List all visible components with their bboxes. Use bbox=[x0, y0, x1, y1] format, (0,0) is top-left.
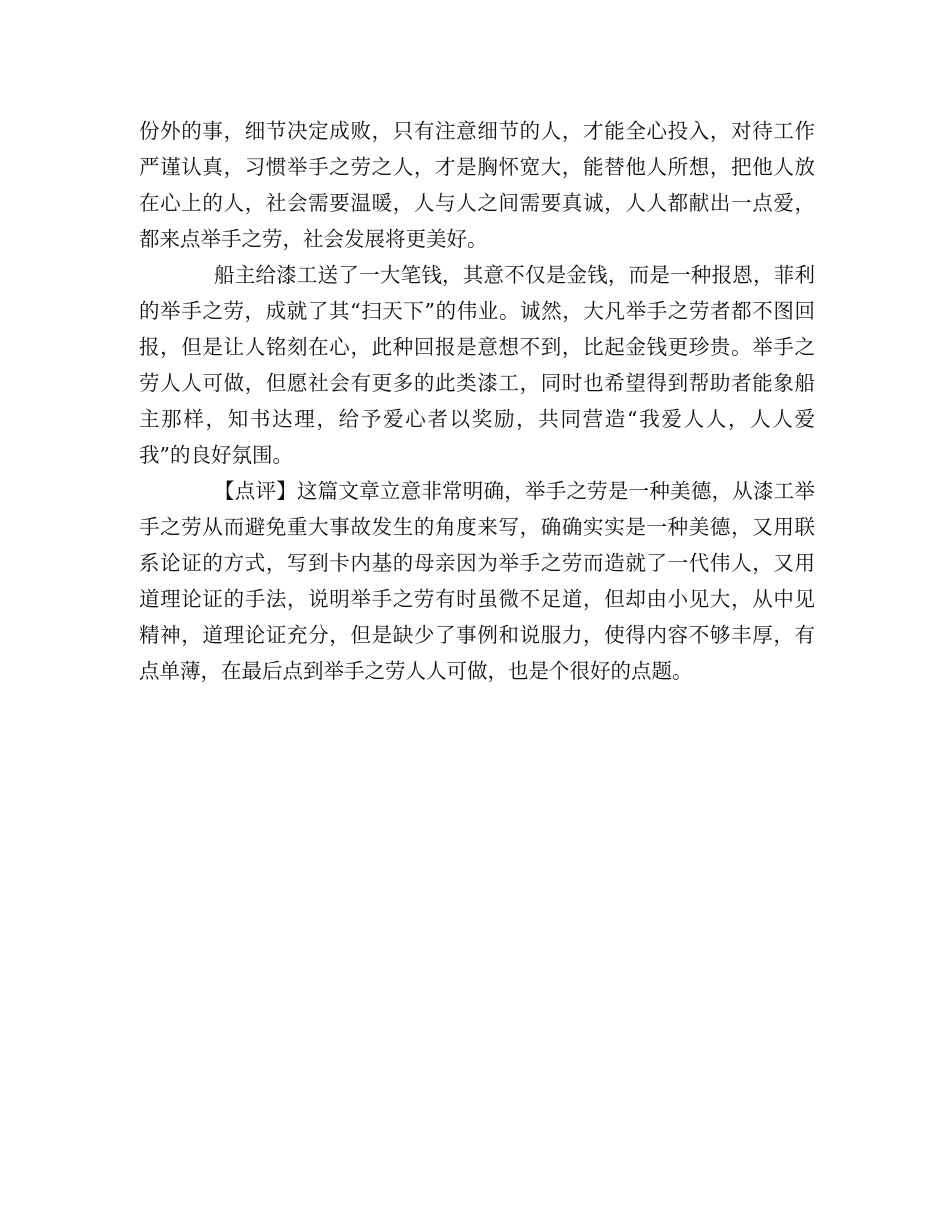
paragraph-commentary: 【点评】这篇文章立意非常明确，举手之劳是一种美德，从漆工举手之劳从而避免重大事故发生的角度来写，确确实实是一种美德，又用联系论证的方式，写到卡内基的母亲因为举手之劳而造就了一代伟人，又用道理论证的手法，说明举手之劳有时虽微不足道，但却由小见大，从中见精神，道理论证充分，但是缺少了事例和说服力，使得内容不够丰厚，有点单薄，在最后点到举手之劳人人可做，也是个很好的点题。 bbox=[139, 479, 815, 683]
paragraph-continuation: 份外的事，细节决定成败，只有注意细节的人，才能全心投入，对待工作严谨认真，习惯举手之劳之人，才是胸怀宽大，能替他人所想，把他人放在心上的人，社会需要温暖，人与人之间需要真诚，人人都献出一点爱，都来点举手之劳，社会发展将更美好。 bbox=[139, 119, 815, 251]
paragraph-shipowner-reward: 船主给漆工送了一大笔钱，其意不仅是金钱，而是一种报恩，菲利的举手之劳，成就了其“扫天下”的伟业。诚然，大凡举手之劳者都不图回报，但是让人铭刻在心，此种回报是意想不到，比起金钱更珍贵。举手之劳人人可做，但愿社会有更多的此类漆工，同时也希望得到帮助者能象船主那样，知书达理，给予爱心者以奖励，共同营造“我爱人人，人人爱我”的良好氛围。 bbox=[139, 263, 815, 467]
document-body bbox=[139, 113, 815, 689]
